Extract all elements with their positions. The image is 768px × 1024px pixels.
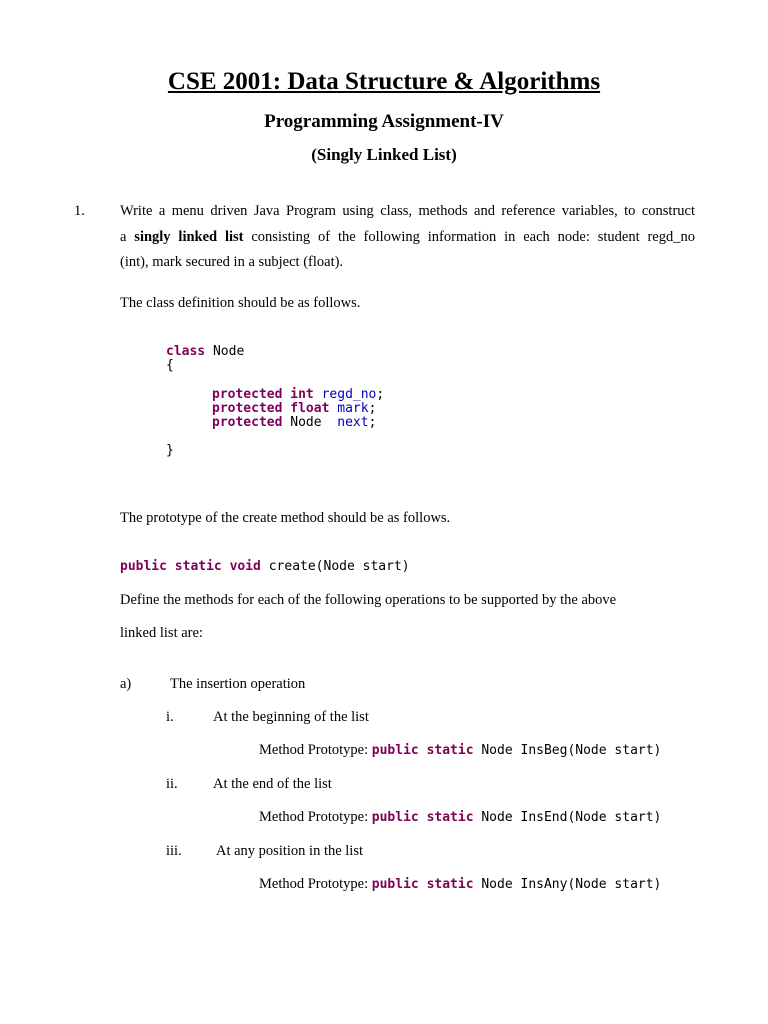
code-keyword-protected: protected — [212, 401, 283, 416]
create-prototype — [120, 559, 410, 574]
item-marker: ii. — [166, 776, 178, 792]
code-type-node: Node — [290, 415, 322, 430]
page-title: CSE 2001: Data Structure & Algorithms — [167, 68, 601, 95]
assignment-subtitle: Programming Assignment-IV — [264, 111, 504, 132]
code-field-line-1 — [212, 387, 384, 402]
code-keyword-class: class — [166, 344, 206, 359]
item-marker: i. — [166, 709, 174, 725]
code-field-mark: mark — [337, 401, 369, 416]
question-line-2 — [120, 229, 695, 246]
code-field-regd-no: regd_no — [321, 387, 377, 402]
code-semicolon: ; — [368, 415, 377, 430]
item-prototype — [259, 876, 661, 893]
define-line-1: Define the methods for each of the following operations to be supported by the above — [120, 592, 617, 608]
prototype-signature: Node InsAny(Node start) — [473, 877, 662, 892]
question-number: 1. — [74, 203, 85, 219]
question-line-2-post: consisting of the following information in each node: student regd_no — [243, 229, 695, 245]
class-intro: The class definition should be as follows. — [120, 295, 361, 311]
section-a-marker: a) — [120, 676, 132, 692]
code-class-name: Node — [205, 344, 245, 359]
code-keyword-protected: protected — [212, 387, 283, 402]
prototype-signature: Node InsEnd(Node start) — [473, 810, 662, 825]
item-prototype — [259, 809, 661, 826]
code-close-brace: } — [166, 443, 174, 458]
prototype-keywords: public static — [371, 810, 474, 825]
code-field-next: next — [337, 415, 369, 430]
item-label: At the end of the list — [213, 776, 332, 792]
prototype-label: Method Prototype: — [259, 876, 372, 892]
code-semicolon: ; — [368, 401, 377, 416]
question-line-2-bold: singly linked list — [134, 229, 244, 245]
question-line-2-pre: a — [120, 229, 135, 245]
item-label: At the beginning of the list — [213, 709, 369, 725]
prototype-label: Method Prototype: — [259, 742, 372, 758]
item-label: At any position in the list — [216, 843, 364, 859]
code-open-brace: { — [166, 358, 174, 373]
code-type-float: float — [290, 401, 330, 416]
question-line-3: (int), mark secured in a subject (float). — [120, 254, 344, 270]
create-intro: The prototype of the create method should be as follows. — [120, 510, 451, 526]
code-keyword-protected: protected — [212, 415, 283, 430]
prototype-signature: Node InsBeg(Node start) — [473, 743, 662, 758]
item-prototype — [259, 742, 661, 759]
prototype-keywords: public static — [371, 743, 474, 758]
code-type-int: int — [290, 387, 314, 402]
item-marker: iii. — [166, 843, 182, 859]
section-a-label: The insertion operation — [170, 676, 306, 692]
prototype-label: Method Prototype: — [259, 809, 372, 825]
code-field-line-2 — [212, 401, 376, 416]
create-prototype-signature: create(Node start) — [260, 559, 410, 574]
define-line-2: linked list are: — [120, 625, 203, 641]
prototype-keywords: public static — [371, 877, 474, 892]
code-semicolon: ; — [376, 387, 385, 402]
create-prototype-keywords: public static void — [120, 559, 261, 574]
question-line-1: Write a menu driven Java Program using class, methods and reference variables, to construct — [120, 203, 695, 219]
topic-subtitle: (Singly Linked List) — [311, 145, 457, 164]
code-class-line — [166, 344, 244, 359]
code-field-line-3 — [212, 415, 376, 430]
